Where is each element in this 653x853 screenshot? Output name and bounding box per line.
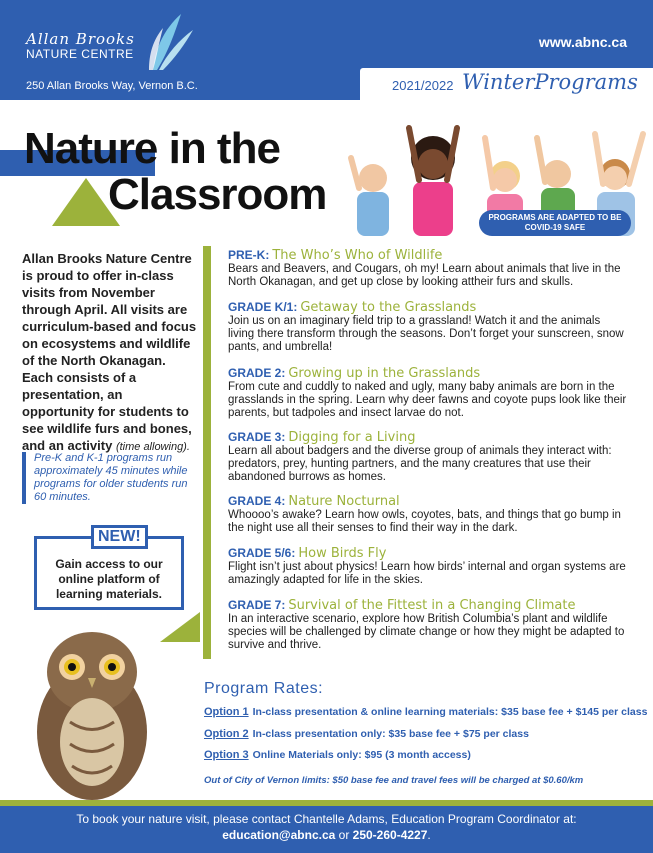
program-name: How Birds Fly bbox=[298, 546, 387, 561]
rate-option-1 bbox=[204, 706, 647, 718]
program-grade-5-6 bbox=[228, 546, 628, 587]
program-name: Growing up in the Grasslands bbox=[288, 366, 481, 381]
rate-option-2 bbox=[204, 728, 529, 740]
intro-text bbox=[22, 250, 198, 456]
logo-text-top: Allan Brooks bbox=[26, 30, 135, 48]
grade-label: GRADE 5/6: bbox=[228, 546, 296, 560]
logo-text-bottom: NATURE CENTRE bbox=[26, 47, 134, 61]
program-name: Survival of the Fittest in a Changing Climate bbox=[288, 598, 576, 613]
intro-time-allowing: (time allowing). bbox=[115, 441, 190, 453]
program-title bbox=[228, 494, 628, 509]
program-grade-4 bbox=[228, 494, 628, 535]
program-name: Digging for a Living bbox=[288, 430, 416, 445]
accent-triangle bbox=[160, 612, 200, 642]
contact-phone[interactable]: 250-260-4227 bbox=[352, 828, 428, 842]
program-grade-3 bbox=[228, 430, 628, 484]
program-description: Bears and Beavers, and Cougars, oh my! Learn about animals that live in the North Okanagan, and get up close by looking attheir furs and skulls. bbox=[228, 263, 621, 288]
program-grade-2 bbox=[228, 366, 628, 420]
grade-label: GRADE 7: bbox=[228, 598, 286, 612]
option-text: Online Materials only: $95 (3 month access) bbox=[252, 749, 471, 761]
program-title bbox=[228, 430, 628, 445]
option-text: In-class presentation & online learning materials: $35 base fee + $145 per class bbox=[252, 706, 648, 718]
program-pre-k bbox=[228, 248, 628, 289]
footer-contact-details bbox=[0, 828, 653, 842]
page-title-line1: Nature in the bbox=[24, 124, 280, 173]
program-name: Getaway to the Grasslands bbox=[300, 300, 477, 315]
grade-label: GRADE 3: bbox=[228, 430, 286, 444]
program-title bbox=[228, 546, 628, 561]
grade-label: PRE-K: bbox=[228, 248, 270, 262]
program-name: The Who’s Who of Wildlife bbox=[272, 248, 443, 263]
program-description: Learn all about badgers and the diverse group of animals they interact with: predators, prey, hunting partners, and the many creatures that use their abandoned burrows as homes. bbox=[228, 445, 612, 483]
new-feature-box bbox=[34, 528, 184, 610]
program-description: In an interactive scenario, explore how British Columbia’s plant and wildlife species will be challenged by climate change or how they might be adapted to survive and thrive. bbox=[228, 613, 625, 651]
program-title bbox=[228, 248, 628, 263]
covid-safe-badge: PROGRAMS ARE ADAPTED TO BE COVID-19 SAFE bbox=[479, 210, 631, 236]
program-description: Join us on an imaginary field trip to a grassland! Watch it and the animals living there transform through the seasons. Don’t forget your sunscreen, snow pants, and umbrella! bbox=[228, 315, 624, 353]
new-badge: NEW! bbox=[91, 525, 148, 549]
program-title bbox=[228, 300, 628, 315]
winter-programs-label: WinterPrograms bbox=[462, 70, 638, 94]
rates-title: Program Rates: bbox=[204, 680, 324, 697]
duration-note: Pre-K and K-1 programs run approximately 45 minutes while programs for older students run 60 minutes. bbox=[22, 452, 198, 504]
contact-email[interactable]: education@abnc.ca bbox=[222, 828, 336, 842]
intro-main: Allan Brooks Nature Centre is proud to offer in-class visits from November through April. All visits are curriculum-based and focus on ecosystems and wildlife of the North Okanagan. Each consists of a presentation, an opportunity for students to see wildlife furs and bones, and an activity bbox=[22, 251, 197, 453]
option-label[interactable]: Option 2 bbox=[204, 728, 249, 740]
website-link[interactable]: www.abnc.ca bbox=[538, 34, 627, 50]
program-description: From cute and cuddly to naked and ugly, many baby animals are born in the grasslands in the spring. Learn why deer fawns and coyote pups look like their parents, but tadpoles and insect larvae do not. bbox=[228, 381, 627, 419]
program-name: Nature Nocturnal bbox=[288, 494, 400, 509]
rate-option-3 bbox=[204, 749, 471, 761]
child-figure-2 bbox=[409, 128, 457, 236]
program-description: Flight isn’t just about physics! Learn how birds’ internal and organ systems are amazingly adapted for life in the skies. bbox=[228, 561, 626, 586]
page-title-line2: Classroom bbox=[108, 170, 327, 219]
program-grade-7 bbox=[228, 598, 628, 652]
grade-label: GRADE K/1: bbox=[228, 300, 298, 314]
program-title bbox=[228, 598, 628, 613]
vertical-accent-bar bbox=[203, 246, 211, 659]
grade-label: GRADE 4: bbox=[228, 494, 286, 508]
new-feature-text: Gain access to our online platform of learning materials. bbox=[55, 557, 163, 601]
footer-or: or bbox=[335, 828, 353, 842]
footer-contact-line: To book your nature visit, please contact Chantelle Adams, Education Program Coordinator at: bbox=[76, 812, 577, 826]
grade-label: GRADE 2: bbox=[228, 366, 286, 380]
program-description: Whoooo’s awake? Learn how owls, coyotes, bats, and things that go bump in the night use all their senses to find their way in the dark. bbox=[228, 509, 621, 534]
address: 250 Allan Brooks Way, Vernon B.C. bbox=[26, 80, 198, 92]
program-year: 2021/2022 bbox=[392, 78, 454, 93]
option-label[interactable]: Option 3 bbox=[204, 749, 249, 761]
option-text: In-class presentation only: $35 base fee + $75 per class bbox=[252, 728, 529, 740]
out-of-city-note: Out of City of Vernon limits: $50 base fee and travel fees will be charged at $0.60/km bbox=[204, 775, 584, 786]
footer-banner bbox=[0, 800, 653, 853]
program-title bbox=[228, 366, 628, 381]
program-grade-k1 bbox=[228, 300, 628, 354]
footer-period: . bbox=[427, 828, 431, 842]
option-label[interactable]: Option 1 bbox=[204, 706, 249, 718]
leaf-logo-icon bbox=[145, 10, 195, 72]
child-figure-1 bbox=[351, 158, 389, 236]
